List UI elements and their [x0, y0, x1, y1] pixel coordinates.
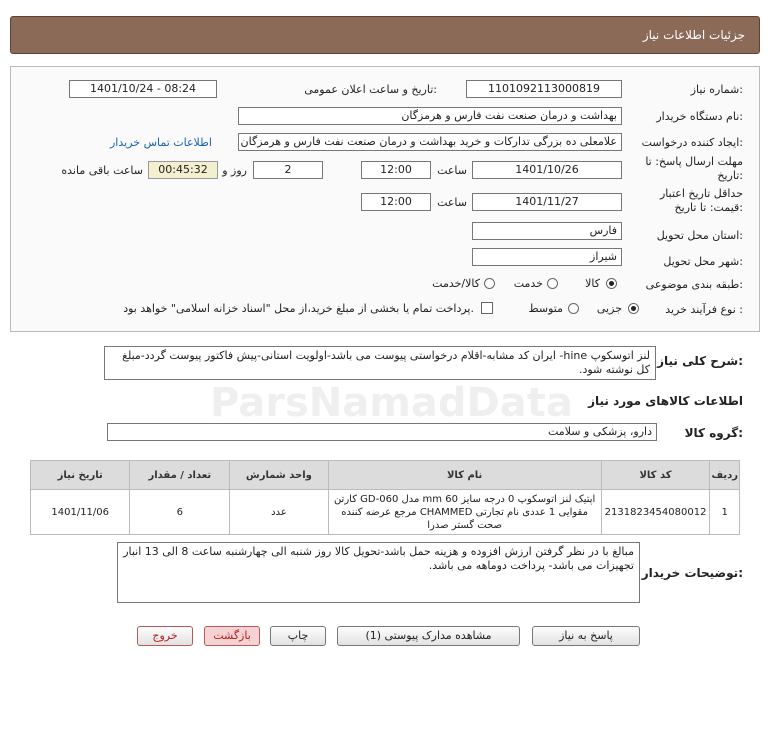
validity-label-2: قیمت: تا تاریخ: [674, 201, 743, 214]
reply-button[interactable]: پاسخ به نیاز [532, 626, 640, 646]
province-field[interactable]: فارس [472, 222, 622, 240]
cell-qty: 6 [130, 490, 230, 535]
remaining-time-field: 00:45:32 [148, 161, 218, 179]
category-service-radio[interactable] [547, 278, 558, 289]
remaining-label: ساعت باقی مانده [61, 164, 143, 177]
process-minor-label: جزیی [596, 302, 622, 315]
col-qty: تعداد / مقدار [130, 461, 230, 490]
goods-group-field: دارو، پزشکی و سلامت [107, 423, 657, 441]
deadline-label-2: تاریخ: [717, 169, 743, 182]
need-number-label: شماره نیاز: [690, 83, 743, 96]
buyer-org-field[interactable]: بهداشت و درمان صنعت نفت فارس و هرمزگان [238, 107, 622, 125]
process-medium-radio[interactable] [568, 303, 579, 314]
attachments-button[interactable]: مشاهده مدارک پیوستی (1) [337, 626, 520, 646]
cell-code: 2131823454080012 [601, 490, 710, 535]
cell-date: 1401/11/06 [31, 490, 130, 535]
treasury-checkbox[interactable] [481, 302, 493, 314]
goods-section-title: اطلاعات کالاهای مورد نیاز [588, 394, 743, 408]
col-unit: واحد شمارش [230, 461, 328, 490]
description-text: لنز اتوسکوپ hine- ایران کد مشابه-اقلام درخواستی پیوست می باشد-اولویت استانی-پیش فاکتور پیوست گردد-مبلغ کل نوشته شود. [104, 346, 656, 380]
validity-time-label: ساعت [437, 196, 467, 209]
category-service-label: خدمت [513, 277, 543, 290]
buyer-notes-label: توضیحات خریدار: [641, 566, 743, 580]
deadline-time-field[interactable]: 12:00 [361, 161, 431, 179]
table-row [31, 490, 740, 535]
cell-name: اپتیک لنز اتوسکوپ 0 درجه سایز 60 mm مدل GD-060 کارتن مقوایی 1 عددی نام تجارتی CHAMMED مرجع عرضه کننده صحت گستر صدرا [328, 490, 601, 535]
cell-unit: عدد [230, 490, 328, 535]
category-goods-radio[interactable] [606, 278, 617, 289]
validity-label-1: حداقل تاریخ اعتبار [659, 187, 743, 200]
goods-group-label: گروه کالا: [684, 426, 743, 440]
announce-label: تاریخ و ساعت اعلان عمومی: [304, 83, 437, 96]
page-header [10, 16, 760, 54]
buyer-org-label: نام دستگاه خریدار: [656, 110, 743, 123]
category-both-label: کالا/خدمت [432, 277, 480, 290]
announce-field[interactable]: 1401/10/24 - 08:24 [69, 80, 217, 98]
city-label: شهر محل تحویل: [663, 255, 743, 268]
category-label: طبقه بندی موضوعی: [645, 278, 743, 291]
buyer-notes-text: مبالغ با در نظر گرفتن ارزش افزوده و هزینه حمل باشد-تحویل کالا روز شنبه الی چهارشنبه ساعت 8 الی 13 انبار تجهیزات می باشد- پرداخت دوماهه می باشد. [117, 542, 640, 603]
process-medium-label: متوسط [528, 302, 563, 315]
days-field[interactable]: 2 [253, 161, 323, 179]
deadline-label-1: مهلت ارسال پاسخ: تا [645, 155, 743, 168]
category-both-radio[interactable] [484, 278, 495, 289]
goods-table [30, 460, 740, 535]
city-field[interactable]: شیراز [472, 248, 622, 266]
watermark-brand: ParsNamadData [210, 380, 573, 426]
validity-time-field[interactable]: 12:00 [361, 193, 431, 211]
deadline-date-field[interactable]: 1401/10/26 [472, 161, 622, 179]
print-button[interactable]: چاپ [270, 626, 326, 646]
need-number-field[interactable]: 1101092113000819 [466, 80, 622, 98]
contact-buyer-link[interactable]: اطلاعات تماس خریدار [110, 136, 212, 149]
category-goods-label: کالا [585, 277, 600, 290]
process-label: نوع فرآیند خرید : [665, 303, 743, 316]
days-label: روز و [222, 164, 247, 177]
col-code: کد کالا [601, 461, 710, 490]
requester-label: ایجاد کننده درخواست: [641, 136, 743, 149]
requester-field[interactable]: علامعلی ده بزرگی تدارکات و خرید بهداشت و درمان صنعت نفت فارس و هرمزگان [238, 133, 622, 151]
col-name: نام کالا [328, 461, 601, 490]
goods-table-header [31, 461, 740, 490]
deadline-time-label: ساعت [437, 164, 467, 177]
province-label: استان محل تحویل: [656, 229, 743, 242]
validity-date-field[interactable]: 1401/11/27 [472, 193, 622, 211]
back-button[interactable]: بازگشت [204, 626, 260, 646]
treasury-text: پرداخت تمام یا بخشی از مبلغ خرید،از محل "اسناد خزانه اسلامی" خواهد بود. [123, 302, 474, 315]
col-date: تاریخ نیاز [31, 461, 130, 490]
cell-row: 1 [710, 490, 740, 535]
exit-button[interactable]: خروج [137, 626, 193, 646]
description-label: شرح کلی نیاز: [657, 354, 743, 368]
process-minor-radio[interactable] [628, 303, 639, 314]
col-row: ردیف [710, 461, 740, 490]
page-title: جزئیات اطلاعات نیاز [642, 28, 745, 42]
